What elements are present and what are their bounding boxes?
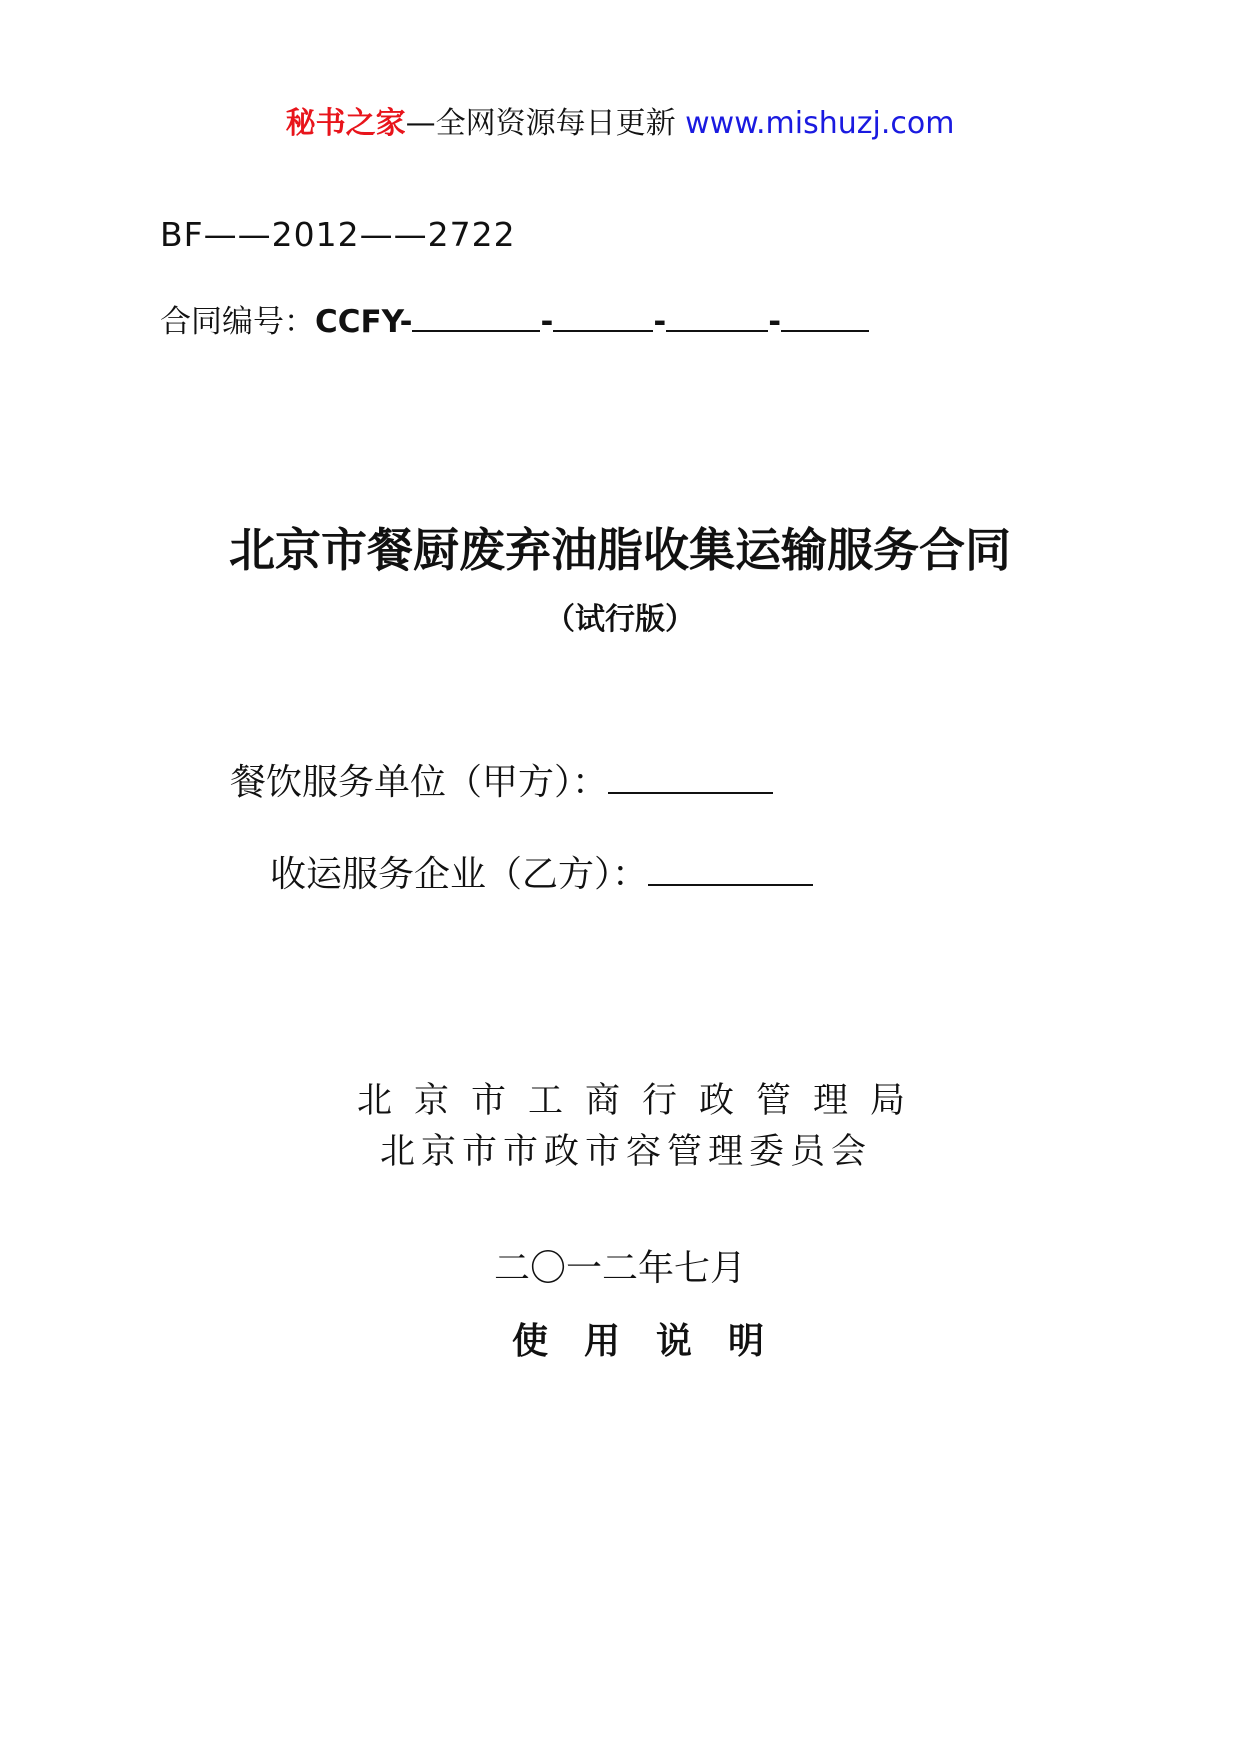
party-a-line (230, 758, 773, 807)
party-b-line (270, 850, 813, 899)
party-a-blank[interactable] (608, 758, 773, 794)
contract-number-blank-2[interactable] (553, 300, 653, 332)
document-code: BF——2012——2722 (160, 215, 516, 254)
header-slogan: —全网资源每日更新 (405, 106, 676, 141)
section-heading: 使用说明 (511, 1321, 800, 1362)
contract-number-blank-4[interactable] (781, 300, 869, 332)
contract-number-blank-1[interactable] (412, 300, 540, 332)
brand-name: 秘书之家 (285, 106, 406, 141)
issuer-1: 北京市工商行政管理局 (356, 1081, 927, 1121)
site-link[interactable]: www.mishuzj.com (685, 106, 955, 141)
contract-number-prefix: CCFY- (315, 304, 413, 340)
contract-number-label: 合同编号： (160, 304, 315, 340)
contract-number-blank-3[interactable] (666, 300, 768, 332)
document-subtitle: （试行版） (545, 602, 695, 637)
party-b-blank[interactable] (648, 850, 813, 886)
document-title: 北京市餐厨废弃油脂收集运输服务合同 (229, 523, 1011, 577)
contract-number-sep-3: - (768, 304, 782, 340)
party-b-label: 收运服务企业（乙方）： (270, 854, 649, 895)
contract-number-sep-1: - (540, 304, 554, 340)
issue-date: 二〇一二年七月 (493, 1248, 746, 1289)
party-a-label: 餐饮服务单位（甲方）： (230, 762, 609, 803)
contract-number-sep-2: - (653, 304, 667, 340)
issuer-2: 北京市市政市容管理委员会 (379, 1132, 872, 1172)
contract-number (160, 300, 869, 344)
site-header (0, 102, 1240, 146)
